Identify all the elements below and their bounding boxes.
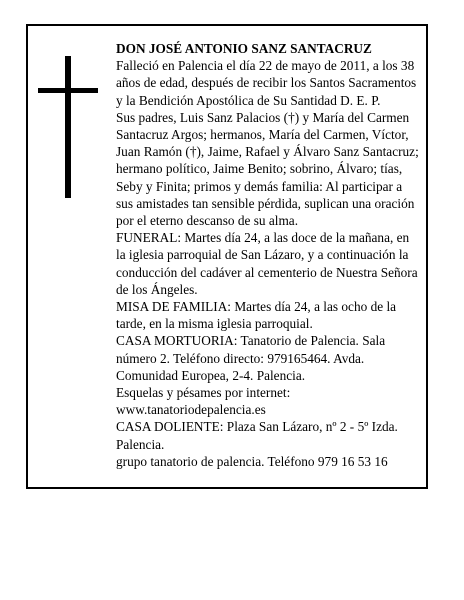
mourning-house-paragraph: CASA DOLIENTE: Plaza San Lázaro, nº 2 - 5º Izda. Palencia. <box>116 419 398 452</box>
cross-vertical-bar <box>65 56 71 198</box>
family-paragraph: Sus padres, Luis Sanz Palacios (†) y María del Carmen Santacruz Argos; hermanos, María del Carmen, Víctor, Juan Ramón (†), Jaime, Rafael y Álvaro Sanz Santacruz; hermano político, Jaime Benito; sobrino, Álvaro; tías, Seby y Finita; primos y demás familia: Al participar a sus amistades tan sensible pérdida, suplican una oración por el eterno descanso de su alma. <box>116 109 419 229</box>
cross-icon <box>38 56 98 198</box>
cross-horizontal-bar <box>38 88 98 93</box>
death-announcement: Falleció en Palencia el día 22 de mayo de 2011, a los 38 años de edad, después de recibir los Santos Sacramentos y la Bendición Apostólica de Su Santidad D. E. P. <box>116 58 417 108</box>
family-mass-paragraph: MISA DE FAMILIA: Martes día 24, a las ocho de la tarde, en la misma iglesia parroquial. <box>116 299 397 332</box>
obituary-notice <box>26 24 428 489</box>
internet-condolences-paragraph: Esquelas y pésames por internet: www.tanatoriodepalencia.es <box>116 385 291 418</box>
funeral-home-paragraph: CASA MORTUORIA: Tanatorio de Palencia. Sala número 2. Teléfono directo: 979165464. Avda. Comunidad Europea, 2-4. Palencia. <box>116 333 386 383</box>
funeral-group-contact: grupo tanatorio de palencia. Teléfono 979 16 53 16 <box>116 453 388 469</box>
obituary-text <box>116 40 422 470</box>
deceased-name: DON JOSÉ ANTONIO SANZ SANTACRUZ <box>116 41 372 56</box>
funeral-paragraph: FUNERAL: Martes día 24, a las doce de la mañana, en la iglesia parroquial de San Lázaro, y a continuación la conducción del cadáver al cementerio de Nuestra Señora de los Ángeles. <box>116 230 418 297</box>
